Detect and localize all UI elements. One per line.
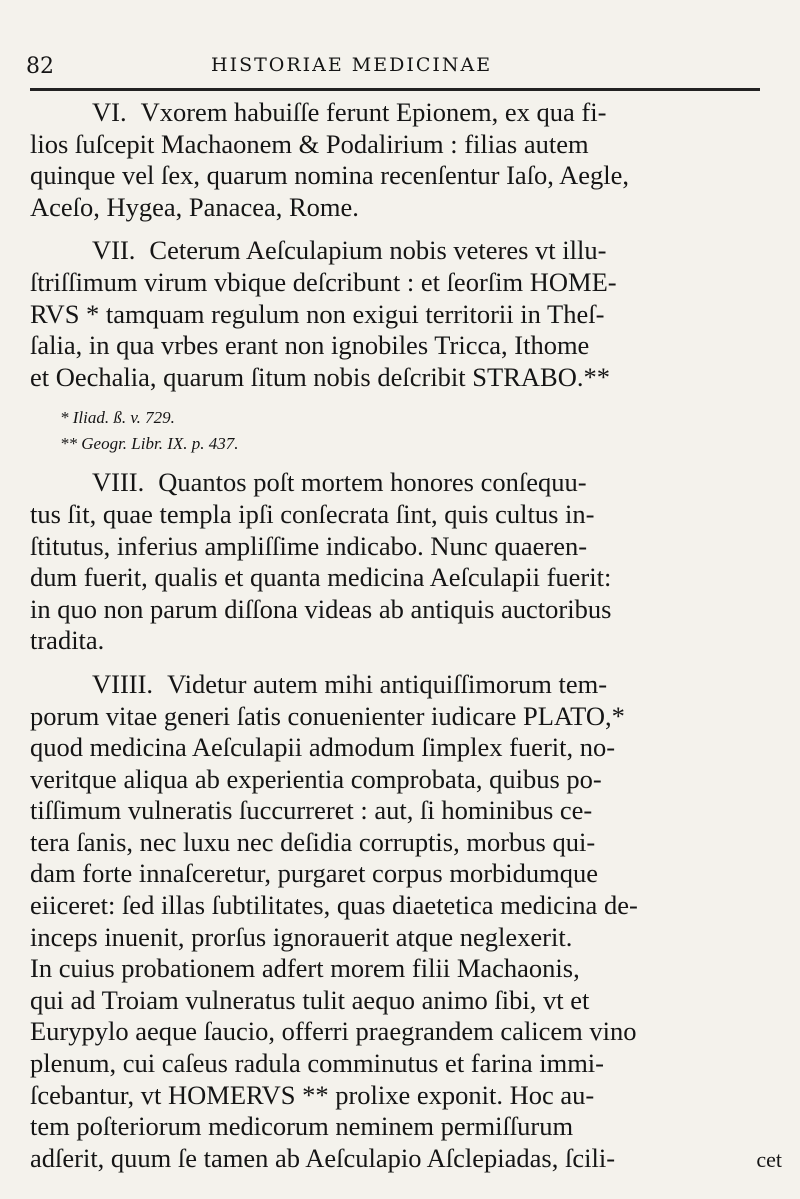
text-line: Videtur autem mihi antiquiſſimorum tem- (167, 668, 608, 699)
main-text (30, 97, 782, 1186)
footnote-geography: ** Geogr. Libr. IX. p. 437. (60, 434, 239, 454)
paragraph-viiii (30, 669, 782, 1175)
text-line: tus ſit, quae templa ipſi conſecrata ſint, quis cultus in- (30, 498, 595, 529)
paragraph-vi (30, 97, 782, 223)
footnote-iliad: * Iliad. ß. v. 729. (60, 408, 175, 428)
text-line: quinque vel ſex, quarum nomina recenſentur Iaſo, Aegle, (30, 160, 629, 191)
text-line: Vxorem habuiſſe ferunt Epionem, ex qua fi- (140, 97, 607, 127)
paragraph-number: VII. (92, 235, 136, 266)
text-line: ſtitutus, inferius ampliſſime indicabo. Nunc quaeren- (30, 530, 588, 561)
footnotes (60, 405, 782, 457)
text-line: porum vitae generi ſatis conuenienter iudicare PLATO,* (30, 700, 625, 731)
text-line: tera ſanis, nec luxu nec deſidia corruptis, morbus qui- (30, 826, 596, 857)
text-line: adſerit, quum ſe tamen ab Aeſculapio Aſclepiadas, ſcili- (30, 1142, 616, 1173)
text-line: Quantos poſt mortem honores conſequu- (158, 467, 587, 498)
text-line: eiiceret: ſed illas ſubtilitates, quas diaetetica medicina de- (30, 890, 638, 921)
text-line: Eurypylo aeque ſaucio, offerri praegrandem calicem vino (30, 1016, 637, 1047)
text-line: qui ad Troiam vulneratus tulit aequo animo ſibi, vt et (30, 984, 590, 1015)
text-line: Ceterum Aeſculapium nobis veteres vt illu- (149, 235, 607, 266)
text-line: tradita. (30, 625, 105, 656)
text-line: RVS * tamquam regulum non exigui territorii in Theſ- (30, 298, 605, 329)
text-line: inceps inuenit, prorſus ignorauerit atque neglexerit. (30, 921, 573, 952)
text-line: Aceſo, Hygea, Panacea, Rome. (30, 191, 359, 222)
paragraph-viii (30, 467, 782, 657)
text-line: tiſſimum vulneratis ſuccurreret : aut, ſi hominibus ce- (30, 795, 593, 826)
text-line: lios ſuſcepit Machaonem & Podalirium : filias autem (30, 128, 589, 159)
paragraph-number: VI. (92, 97, 127, 127)
text-line: dum fuerit, qualis et quanta medicina Aeſculapii fuerit: (30, 562, 612, 593)
text-line: veritque aliqua ab experientia comprobata, quibus po- (30, 763, 602, 794)
running-title: HISTORIAE MEDICINAE (211, 54, 493, 76)
text-line: in quo non parum diſſona videas ab antiquis auctoribus (30, 593, 612, 624)
text-line: plenum, cui caſeus radula comminutus et farina immi- (30, 1048, 604, 1079)
paragraph-number: VIIII. (92, 668, 154, 699)
text-line: et Oechalia, quarum ſitum nobis deſcribit STRABO.** (30, 361, 610, 392)
text-line: ſcebantur, vt HOMERVS ** prolixe exponit. Hoc au- (30, 1079, 595, 1110)
text-line: dam forte innaſceretur, purgaret corpus morbidumque (30, 858, 599, 889)
text-line: In cuius probationem adfert morem filii Machaonis, (30, 953, 580, 984)
paragraph-number: VIII. (92, 467, 145, 498)
header-rule (30, 88, 760, 91)
text-line: ſalia, in qua vrbes erant non ignobiles Tricca, Ithome (30, 330, 590, 361)
page-header (26, 50, 750, 82)
text-line: tem poſteriorum medicorum neminem permiſſurum (30, 1111, 574, 1142)
text-line: quod medicina Aeſculapii admodum ſimplex fuerit, no- (30, 732, 616, 763)
paragraph-vii (30, 235, 782, 393)
page-number: 82 (26, 54, 54, 79)
catchword: cet (756, 1147, 782, 1172)
text-line: ſtriſſimum virum vbique deſcribunt : et ſeorſim HOME- (30, 266, 617, 297)
